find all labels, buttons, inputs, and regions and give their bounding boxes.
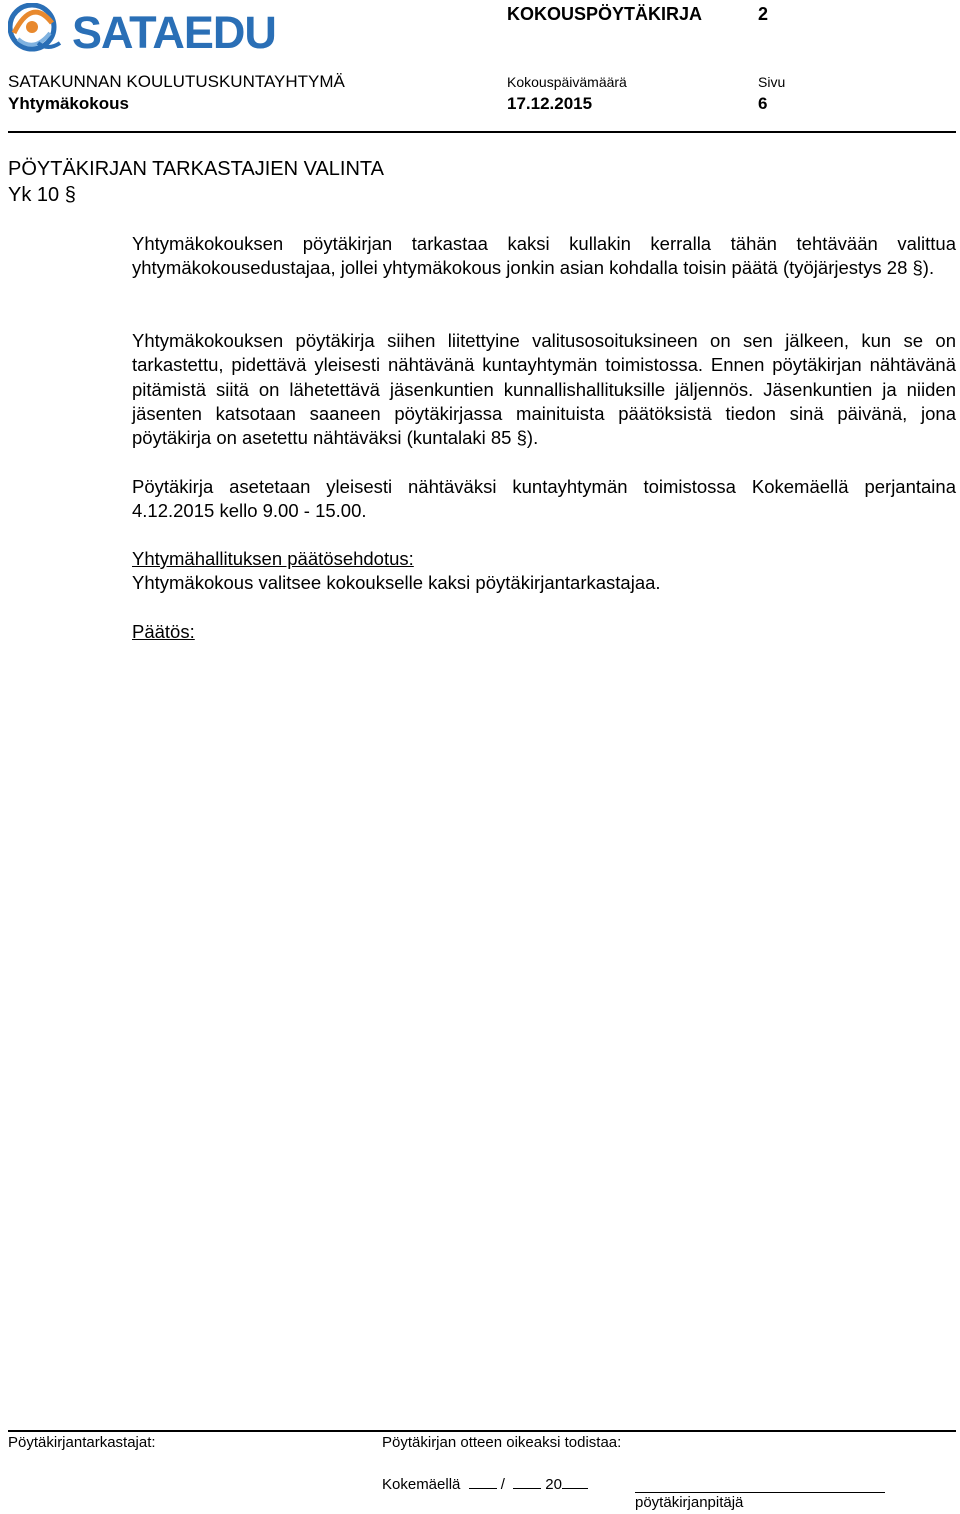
certified-label: Pöytäkirjan otteen oikeaksi todistaa: [382,1434,622,1451]
decision-block [132,620,956,644]
proposal-block [132,547,956,596]
sataedu-logo [8,3,276,59]
proposal-label: Yhtymähallituksen päätösehdotus: [132,548,414,569]
date-label: Kokouspäivämäärä [507,74,627,90]
paragraph-public-display [132,329,956,450]
proposal-text: Yhtymäkokous valitsee kokoukselle kaksi pöytäkirjantarkastajaa. [132,572,661,594]
meeting-name: Yhtymäkokous [8,94,129,113]
decision-label: Päätös: [132,621,195,642]
year-blank[interactable] [562,1474,588,1489]
month-blank[interactable] [513,1474,541,1489]
paragraph-text: Yhtymäkokouksen pöytäkirjan tarkastaa kaksi kullakin kerralla tähän tehtävään valittua yhtymäkokousedustajaa, jollei yhtymäkokous jonkin asian kohdalla toisin päätä (työjärjestys 28 §). [132,233,956,279]
reviewers-label: Pöytäkirjantarkastajat: [8,1434,156,1451]
section-number: Yk 10 § [8,184,76,206]
place-name: Kokemäellä [382,1476,461,1493]
organization-name: SATAKUNNAN KOULUTUSKUNTAYHTYMÄ [8,72,345,91]
paragraph-text: Pöytäkirja asetetaan yleisesti nähtäväksi kuntayhtymän toimistossa Kokemäellä perjantaina 4.12.2015 kello 9.00 - 15.00. [132,476,956,522]
paragraph-text: Yhtymäkokouksen pöytäkirja siihen liitettyine valitusosoituksineen on sen jälkeen, kun se on tarkastettu, pidettävä yleisesti nähtävänä kuntayhtymän toimistossa. Ennen pöytäkirjan nähtävänä pitämistä siitä on lähetettävä jäsenkuntien kunnallishallituksille jäljennös. Jäsenkuntien ja niiden jäsenten katsotaan saaneen pöytäkirjassa mainituista päätöksistä tiedon sinä päivänä, jona pöytäkirja on asetettu nähtäväksi (kuntalaki 85 §). [132,330,956,449]
header-divider [8,131,956,133]
paragraph-review-rule [132,232,956,281]
logo-wordmark: SATAEDU [72,7,276,58]
minute-keeper-label: pöytäkirjanpitäjä [635,1494,744,1511]
sataedu-swirl-icon [8,3,70,59]
date-slash: / [500,1476,505,1493]
certification-place-date [382,1474,588,1493]
year-prefix: 20 [545,1476,562,1493]
document-number: 2 [758,4,769,24]
page-number: 6 [758,94,768,113]
page-label: Sivu [758,74,786,90]
footer-divider [8,1430,956,1432]
signature-line[interactable] [635,1492,885,1493]
day-blank[interactable] [469,1474,497,1489]
meeting-date: 17.12.2015 [507,94,593,113]
section-title: PÖYTÄKIRJAN TARKASTAJIEN VALINTA [8,158,385,180]
document-type: KOKOUSPÖYTÄKIRJA [507,4,703,24]
paragraph-display-schedule [132,475,956,524]
